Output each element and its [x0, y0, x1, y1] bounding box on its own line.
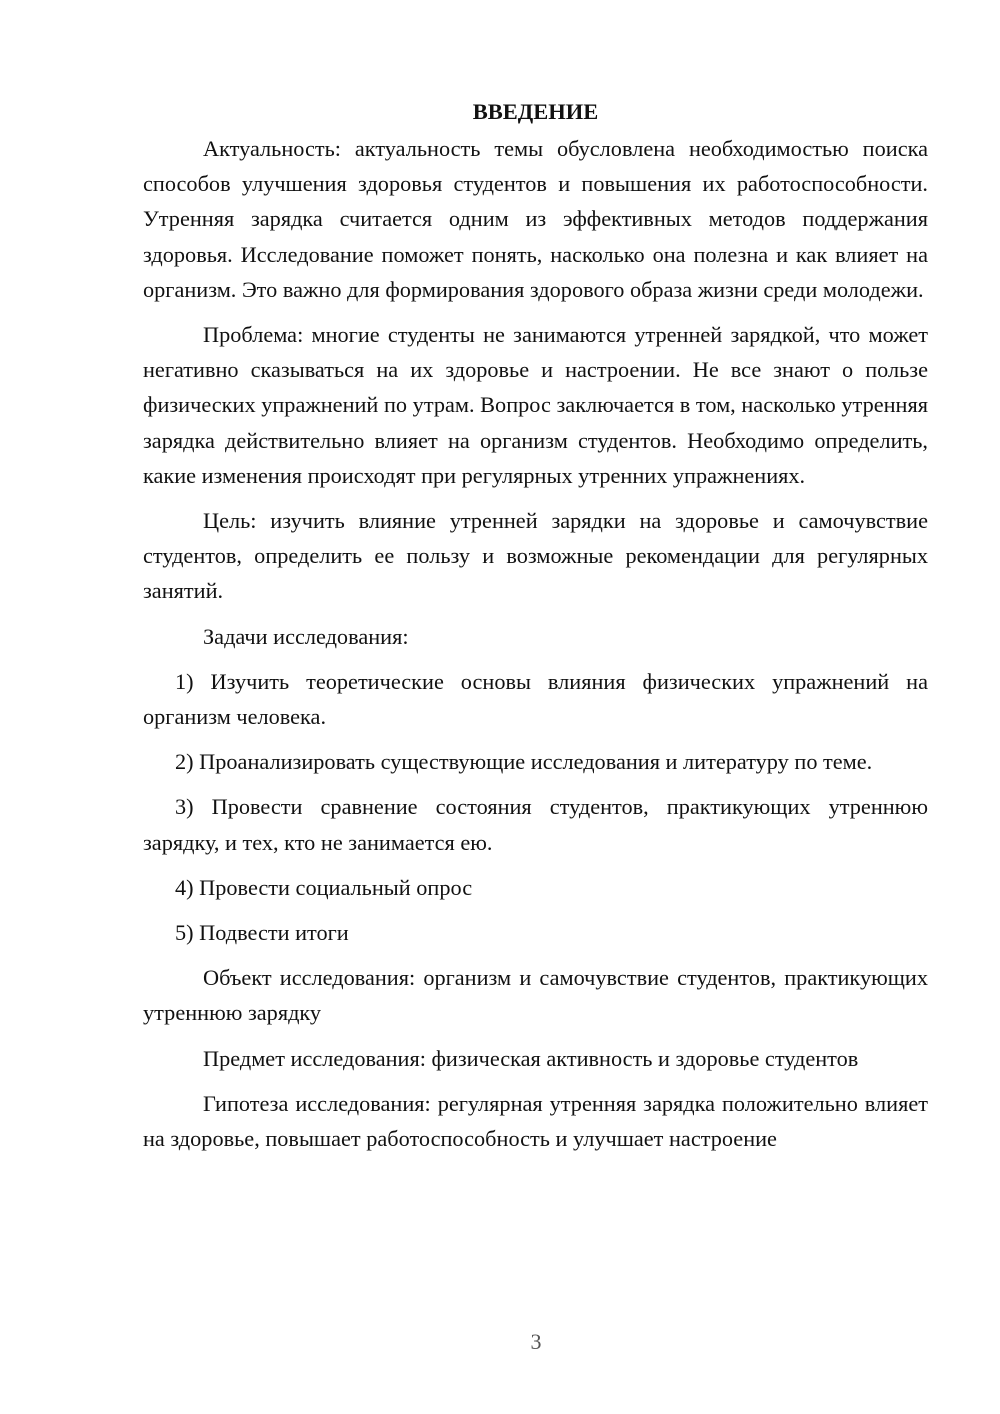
task-item-3: 3) Провести сравнение состояния студентов, практикующих утреннюю зарядку, и тех, кто не занимается ею.: [143, 794, 928, 855]
object-paragraph: Объект исследования: организм и самочувствие студентов, практикующих утреннюю зарядку: [143, 965, 928, 1026]
document-page: [143, 94, 928, 1156]
goal-paragraph: Цель: изучить влияние утренней зарядки на здоровье и самочувствие студентов, определить ее пользу и возможные рекомендации для регулярных занятий.: [143, 508, 928, 604]
section-heading: ВВЕДЕНИЕ: [472, 99, 599, 124]
hypothesis-paragraph: Гипотеза исследования: регулярная утренняя зарядка положительно влияет на здоровье, повышает работоспособность и улучшает настроение: [143, 1090, 928, 1152]
subject-paragraph: Предмет исследования: физическая активность и здоровье студентов: [203, 1045, 859, 1071]
task-item-1: 1) Изучить теоретические основы влияния физических упражнений на организм человека.: [143, 668, 928, 730]
relevance-paragraph: Актуальность: актуальность темы обусловлена необходимостью поиска способов улучшения здоровья студентов и повышения их работоспособности. Утренняя зарядка считается одним из эффективных методов поддержания здоровья. Исследование поможет понять, насколько она полезна и как влияет на организм. Это важно для формирования здорового образа жизни среди молодежи.: [143, 136, 928, 302]
page-number: 3: [530, 1329, 542, 1354]
task-item-4: 4) Провести социальный опрос: [175, 874, 473, 900]
task-item-5: 5) Подвести итоги: [175, 920, 349, 946]
task-item-2: 2) Проанализировать существующие исследования и литературу по теме.: [175, 749, 873, 775]
problem-paragraph: Проблема: многие студенты не занимаются утренней зарядкой, что может негативно сказываться на их здоровье и настроении. Не все знают о пользе физических упражнений по утрам. Вопрос заключается в том, насколько утренняя зарядка действительно влияет на организм студентов. Необходимо определить, какие изменения происходят при регулярных утренних упражнениях.: [143, 322, 928, 488]
tasks-heading: Задачи исследования:: [203, 623, 409, 649]
